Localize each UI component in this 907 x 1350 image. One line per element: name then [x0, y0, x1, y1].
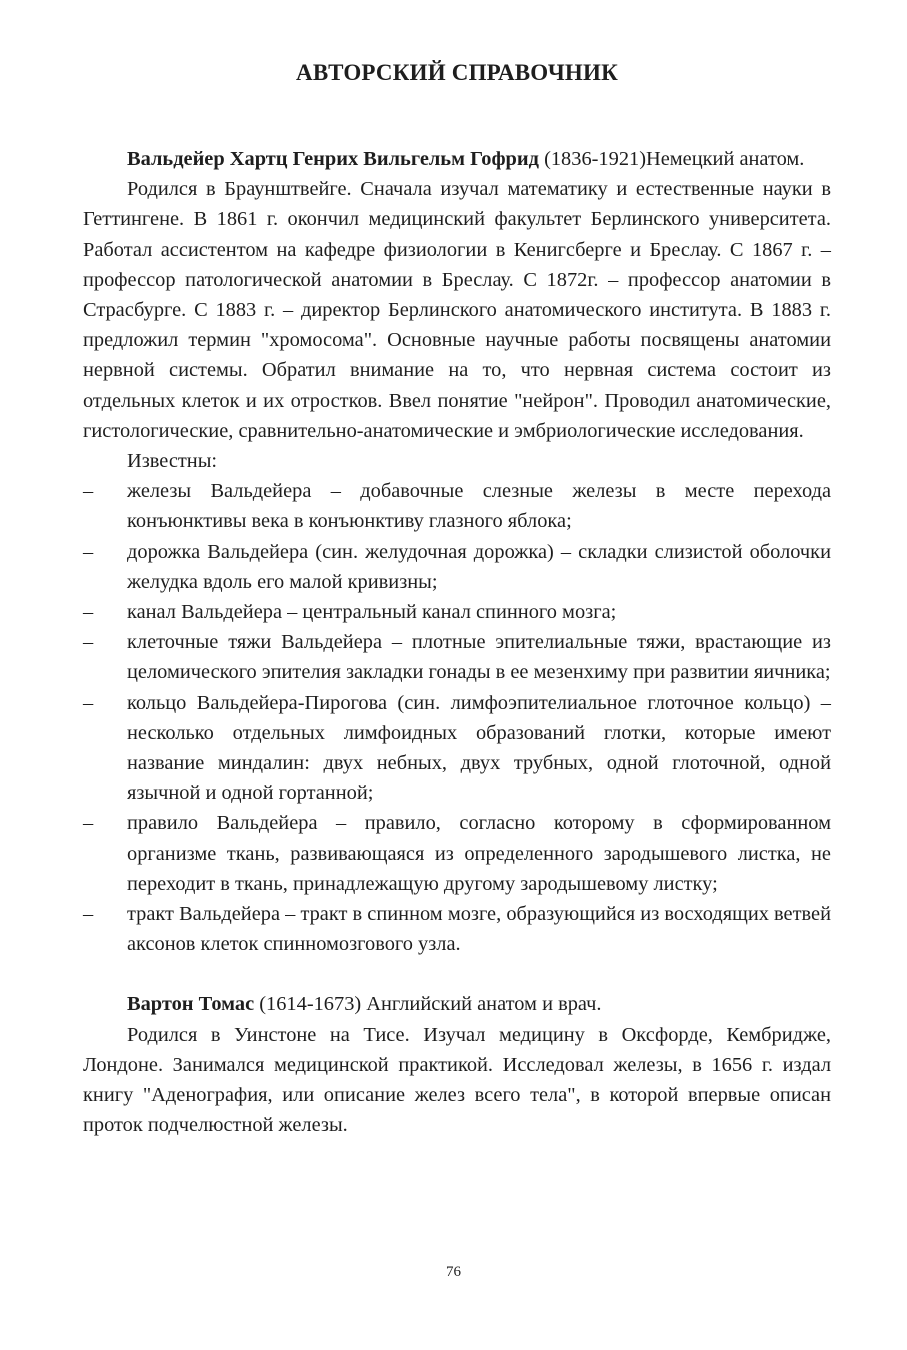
list-dash: –	[83, 812, 94, 835]
page-title: АВТОРСКИЙ СПРАВОЧНИК	[296, 60, 618, 85]
list-dash: –	[83, 480, 94, 503]
list-item	[83, 808, 831, 899]
list-item-text: кольцо Вальдейера-Пирогова (син. лимфоэпителиальное глоточное кольцо) – несколько отдельных лимфоидных образований глотки, которые имеют название миндалин: двух небных, двух трубных, одной глоточной, одной язычной и одной гортанной;	[127, 691, 831, 805]
eponym-list	[83, 476, 831, 959]
document-page	[83, 58, 831, 1141]
entry-heading-dates: (1614-1673) Английский анатом и врач.	[254, 993, 602, 1016]
entry-known-label: Известны:	[127, 450, 218, 473]
list-item	[83, 688, 831, 809]
page-number: 76	[446, 1264, 461, 1280]
entry-heading	[83, 989, 831, 1019]
entry-waldeyer	[83, 144, 831, 959]
entry-name: Вартон Томас	[127, 993, 255, 1016]
list-item-text: клеточные тяжи Вальдейера – плотные эпителиальные тяжи, врастающие из целомического эпителия закладки гонады в ее мезенхиму при развитии яичника;	[127, 631, 831, 684]
entry-biography: Родился в Уинстоне на Тисе. Изучал медицину в Оксфорде, Кембридже, Лондоне. Занимался медицинской практикой. Исследовал железы, в 1656 г. издал книгу "Аденография, или описание желез всего тела", в которой впервые описан проток подчелюстной железы.	[83, 1023, 831, 1137]
list-item-text: железы Вальдейера – добавочные слезные железы в месте перехода конъюнктивы века в конъюнктиву глазного яблока;	[127, 480, 831, 533]
entry-biography: Родился в Браунштвейге. Сначала изучал математику и естественные науки в Геттингене. В 1861 г. окончил медицинский факультет Берлинского университета. Работал ассистентом на кафедре физиологии в Кенигсберге и Бреслау. С 1867 г. – профессор патологической анатомии в Бреслау. С 1872г. – профессор анатомии в Страсбурге. С 1883 г. – директор Берлинского анатомического института. В 1883 г. предложил термин "хромосома". Основные научные работы посвящены анатомии нервной системы. Обратил внимание на то, что нервная система состоит из отдельных клеток и их отростков. Ввел понятие "нейрон". Проводил анатомические, гистологические, сравнительно-анатомические и эмбриологические исследования.	[83, 178, 831, 442]
entry-separator	[83, 959, 831, 989]
list-item	[83, 899, 831, 959]
list-item	[83, 597, 831, 627]
list-item-text: правило Вальдейера – правило, согласно которому в сформированном организме ткань, развивающаяся из определенного зародышевого листка, не переходит в ткань, принадлежащую другому зародышевому листку;	[127, 812, 831, 895]
list-item	[83, 537, 831, 597]
list-dash: –	[83, 903, 94, 926]
list-item-text: тракт Вальдейера – тракт в спинном мозге, образующийся из восходящих ветвей аксонов клеток спинномозгового узла.	[127, 903, 831, 956]
list-item	[83, 476, 831, 536]
list-item-text: канал Вальдейера – центральный канал спинного мозга;	[127, 601, 617, 624]
entry-heading	[83, 144, 831, 174]
list-dash: –	[83, 601, 94, 624]
list-item	[83, 627, 831, 687]
list-dash: –	[83, 631, 94, 654]
entry-wharton	[83, 989, 831, 1140]
entry-heading-dates: (1836-1921)Немецкий анатом.	[538, 148, 805, 170]
list-item-text: дорожка Вальдейера (син. желудочная дорожка) – складки слизистой оболочки желудка вдоль его малой кривизны;	[127, 540, 831, 593]
entry-name: Вальдейер Хартц Генрих Вильгельм Гофрид	[127, 148, 539, 170]
list-dash: –	[83, 540, 94, 563]
list-dash: –	[83, 691, 94, 714]
